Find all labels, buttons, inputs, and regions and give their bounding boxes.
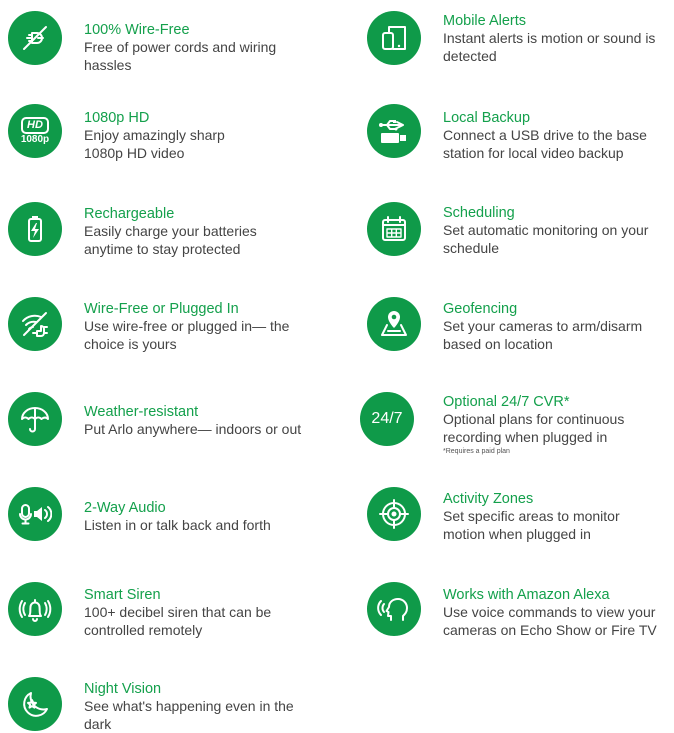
feature-footnote: *Requires a paid plan [443,448,510,455]
feature-description: Enjoy amazingly sharp 1080p HD video [84,127,225,161]
24-7-label: 24/7 [371,410,403,427]
feature-description: Easily charge your batteries anytime to stay protected [84,223,257,257]
feature-description: See what's happening even in the dark [84,698,294,732]
target-crosshair-icon [367,487,421,541]
feature-description: Set specific areas to monitor motion when plugged in [443,508,620,542]
feature-title: Mobile Alerts [443,13,527,29]
feature-description: Connect a USB drive to the base station for local video backup [443,127,647,161]
battery-charging-icon [8,202,62,256]
feature-description: Set automatic monitoring on your schedule [443,222,649,256]
wifi-plug-icon [8,297,62,351]
usb-drive-icon [367,104,421,158]
feature-title: Rechargeable [84,206,175,222]
feature-title: 1080p HD [84,110,150,126]
feature-title: Works with Amazon Alexa [443,587,610,603]
feature-title: 2-Way Audio [84,500,166,516]
feature-title: Weather-resistant [84,404,199,420]
feature-title: Wire-Free or Plugged In [84,301,239,317]
feature-description: Free of power cords and wiring hassles [84,39,277,73]
24-7-icon [360,392,414,446]
feature-description: Listen in or talk back and forth [84,517,271,533]
microphone-speaker-icon [8,487,62,541]
feature-description: Instant alerts is motion or sound is detected [443,30,656,64]
moon-star-icon [8,677,62,731]
voice-head-icon [367,582,421,636]
feature-title: Smart Siren [84,587,161,603]
feature-title: Geofencing [443,301,518,317]
no-power-plug-icon [8,11,62,65]
feature-description: 100+ decibel siren that can be controlled remotely [84,604,272,638]
umbrella-icon [8,392,62,446]
feature-title: Scheduling [443,205,515,221]
map-pin-icon [367,297,421,351]
feature-title: Local Backup [443,110,531,126]
feature-title: Activity Zones [443,491,534,507]
feature-description: Use voice commands to view your cameras on Echo Show or Fire TV [443,604,657,638]
hd-1080p-icon [8,104,62,158]
mobile-phone-icon [367,11,421,65]
siren-bell-icon [8,582,62,636]
feature-title: 100% Wire-Free [84,22,190,38]
feature-description: Set your cameras to arm/disarm based on location [443,318,643,352]
hd-badge: HD [21,117,49,134]
feature-description: Put Arlo anywhere— indoors or out [84,421,302,437]
feature-title: Optional 24/7 CVR* [443,394,570,410]
feature-title: Night Vision [84,681,162,697]
feature-description: Optional plans for continuous recording when plugged in [443,411,625,445]
feature-description: Use wire-free or plugged in— the choice is yours [84,318,290,352]
calendar-icon [367,202,421,256]
hd-resolution-label: 1080p [20,133,50,145]
